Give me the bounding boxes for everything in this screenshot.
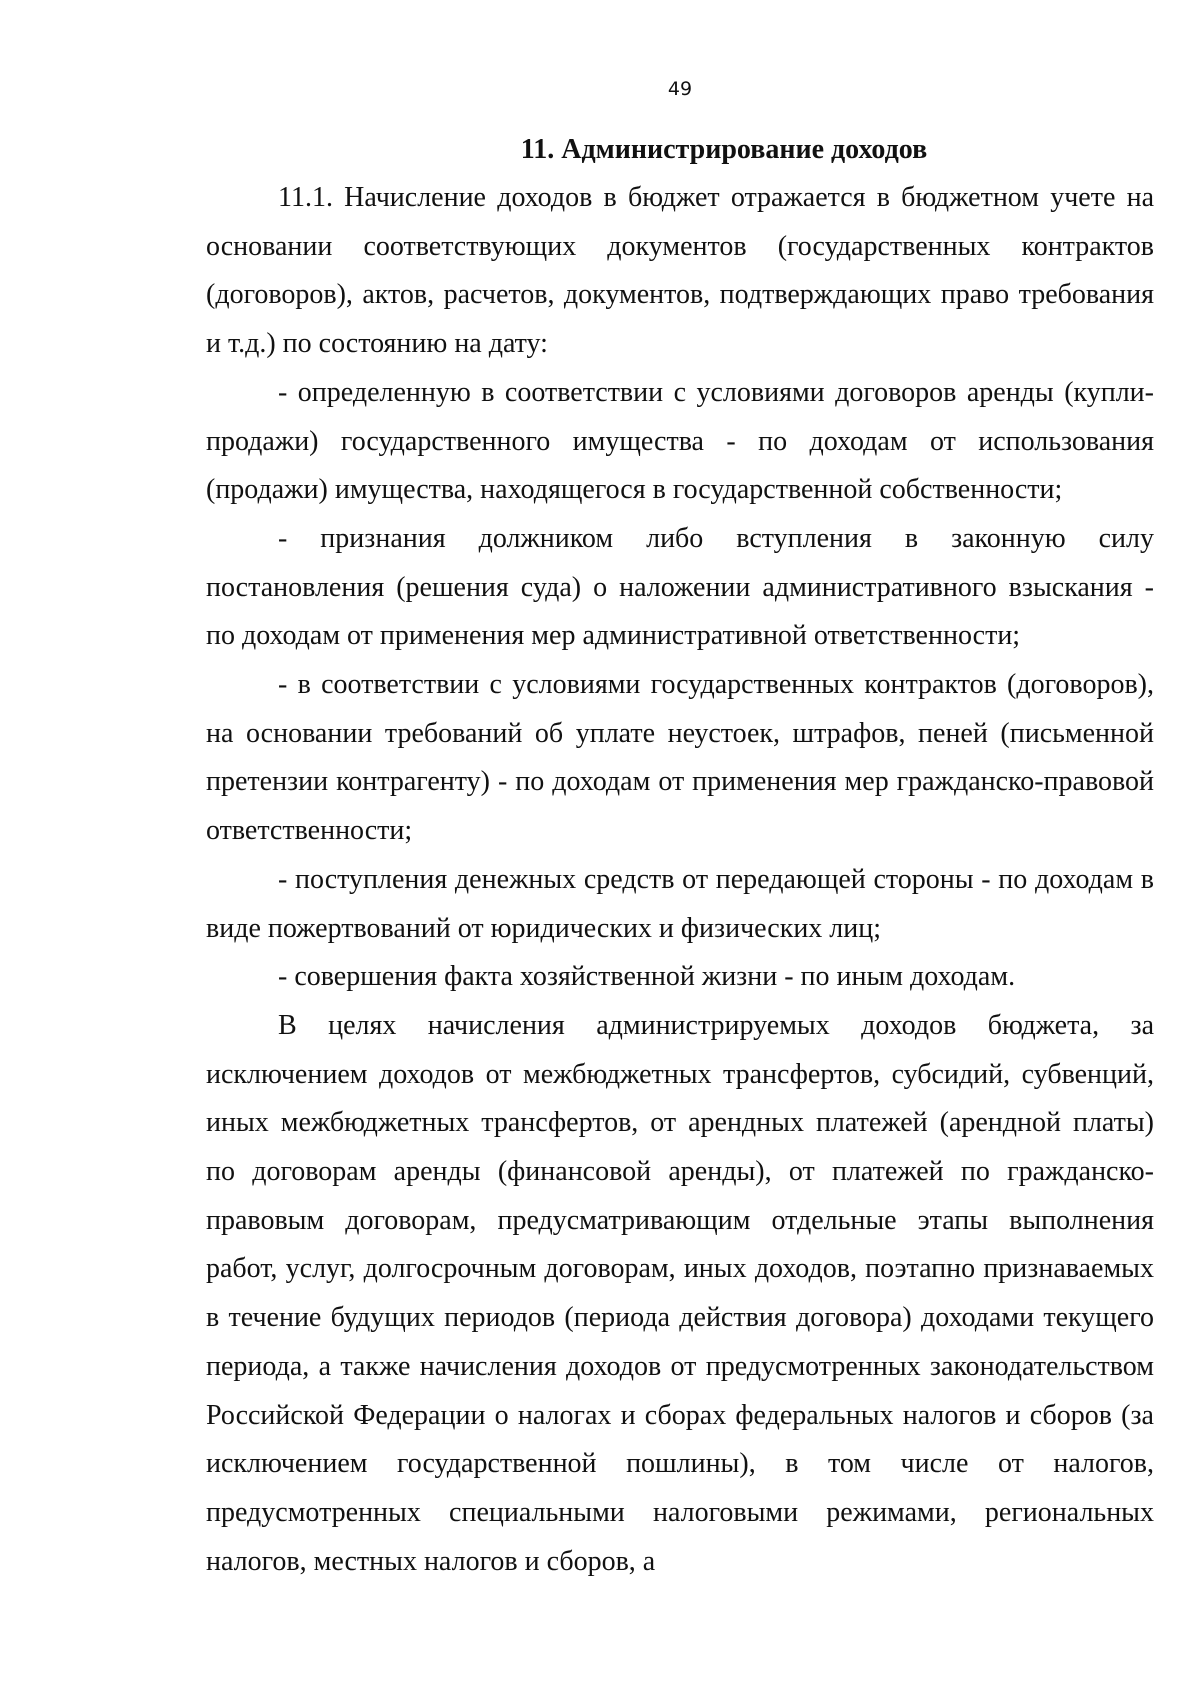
paragraph-11-1: 11.1. Начисление доходов в бюджет отражается в бюджетном учете на основании соответствующих документов (государственных контрактов (договоров), актов, расчетов, документов, подтверждающих право требования и т.д.) по состоянию на дату: — [206, 182, 1154, 360]
paragraph-item-other-income: - совершения факта хозяйственной жизни - по иным доходам. — [278, 961, 1016, 993]
paragraph-item-contracts: - в соответствии с условиями государственных контрактов (договоров), на основании требований об уплате неустоек, штрафов, пеней (письменной претензии контрагенту) - по доходам от применения мер гражданско-правовой ответственности; — [206, 669, 1154, 847]
paragraph-administered-income: В целях начисления администрируемых доходов бюджета, за исключением доходов от межбюджетных трансфертов, субсидий, субвенций, иных межбюджетных трансфертов, от арендных платежей (арендной платы) по договорам аренды (финансовой аренды), от платежей по гражданско-правовым договорам, предусматривающим отдельные этапы выполнения работ, услуг, долгосрочным договорам, иных доходов, поэтапно признаваемых в течение будущих периодов (периода действия договора) доходами текущего периода, а также начисления доходов от предусмотренных законодательством Российской Федерации о налогах и сборах федеральных налогов и сборов (за исключением государственной пошлины), в том числе от налогов, предусмотренных специальными налоговыми режимами, региональных налогов, местных налогов и сборов, а — [206, 1009, 1154, 1577]
paragraph-item-administrative: - признания должником либо вступления в законную силу постановления (решения суда) о наложении административного взыскания - по доходам от применения мер административной ответственности; — [206, 522, 1154, 652]
paragraph-item-donations: - поступления денежных средств от передающей стороны - по доходам в виде пожертвований от юридических и физических лиц; — [206, 863, 1154, 944]
page-content — [206, 126, 1154, 1586]
section-heading: 11. Администрирование доходов — [520, 134, 928, 165]
paragraph-item-lease: - определенную в соответствии с условиями договоров аренды (купли-продажи) государственного имущества - по доходам от использования (продажи) имущества, находящегося в государственной собственности; — [206, 376, 1154, 506]
page-number: 49 — [667, 78, 693, 100]
